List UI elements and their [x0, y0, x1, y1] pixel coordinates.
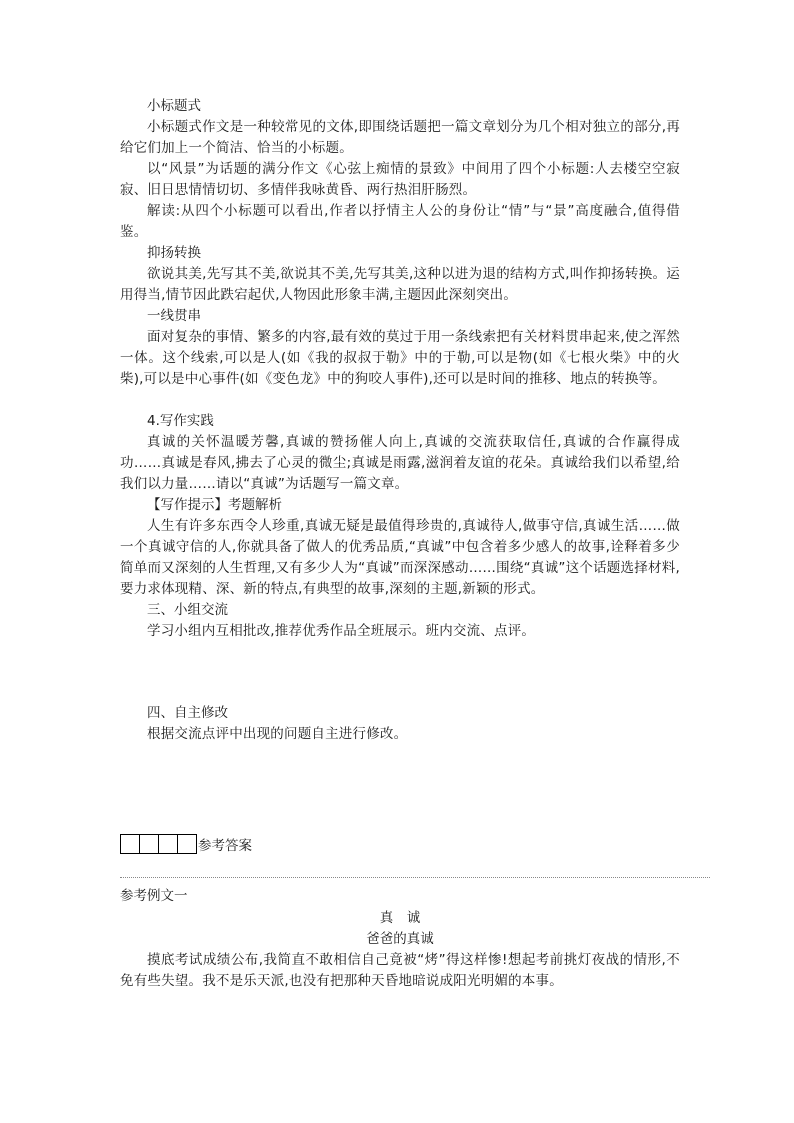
paragraph: 解读:从四个小标题可以看出,作者以抒情主人公的身份让“情”与“景”高度融合,值得借鉴。: [120, 203, 680, 240]
paragraph: 根据交流点评中出现的问题自主进行修改。: [147, 726, 408, 742]
paragraph: 欲说其美,先写其不美,欲说其不美,先写其美,这种以进为退的结构方式,叫作抑扬转换。运用得当,情节因此跌宕起伏,人物因此形象丰满,主题因此深刻突出。: [120, 266, 680, 303]
essay-subtitle: 爸爸的真诚: [366, 931, 434, 947]
square-box: [177, 834, 197, 854]
heading-writing-tip: 【写作提示】考题解析: [147, 497, 282, 513]
paragraph: 学习小组内互相批改,推荐优秀作品全班展示。班内交流、点评。: [147, 623, 536, 639]
square-box: [120, 834, 139, 854]
square-box: [158, 834, 177, 854]
answer-label: 参考答案: [198, 838, 252, 854]
paragraph: 人生有许多东西令人珍重,真诚无疑是最值得珍贵的,真诚待人,做事守信,真诚生活……做一个真诚守信的人,你就具备了做人的优秀品质,“真诚”中包含着多少感人的故事,诠释着多少简单而又深刻的人生哲理,又有多少人为“真诚”而深深感动……围绕“真诚”这个话题选择材料,要力求体现精、深、新的特点,有典型的故事,深刻的主题,新颖的形式。: [120, 518, 680, 597]
paragraph: 真诚的关怀温暖芳馨,真诚的赞扬催人向上,真诚的交流获取信任,真诚的合作赢得成功……真诚是春风,拂去了心灵的微尘;真诚是雨露,滋润着友谊的花朵。真诚给我们以希望,给我们以力量……请以“真诚”为话题写一篇文章。: [120, 434, 680, 492]
heading-thread: 一线贯串: [147, 308, 201, 324]
paragraph: 摸底考试成绩公布,我简直不敢相信自己竟被“烤”得这样惨!想起考前挑灯夜战的情形,不免有些失望。我不是乐天派,也没有把那种天昏地暗说成阳光明媚的本事。: [120, 952, 680, 989]
answer-header: [120, 834, 252, 854]
heading-self-revise: 四、自主修改: [147, 705, 228, 721]
paragraph: 以“风景”为话题的满分作文《心弦上痴情的景致》中间用了四个小标题:人去楼空空寂寂、旧日思情情切切、多情伴我咏黄昏、两行热泪肝肠烈。: [120, 161, 680, 198]
heading-small-title: 小标题式: [147, 98, 201, 114]
square-box: [139, 834, 158, 854]
paragraph: 小标题式作文是一种较常见的文体,即围绕话题把一篇文章划分为几个相对独立的部分,再给它们加上一个简洁、恰当的小标题。: [120, 119, 680, 156]
essay-title: 真 诚: [379, 910, 421, 926]
example-label: 参考例文一: [120, 888, 188, 904]
heading-practice: 4.写作实践: [147, 413, 214, 429]
heading-contrast: 抑扬转换: [147, 245, 201, 261]
dotted-divider: [120, 877, 710, 878]
heading-group-exchange: 三、小组交流: [147, 602, 228, 618]
paragraph: 面对复杂的事情、繁多的内容,最有效的莫过于用一条线索把有关材料贯串起来,使之浑然一体。这个线索,可以是人(如《我的叔叔于勒》中的于勒,可以是物(如《七根火柴》中的火柴),可以是中心事件(如《变色龙》中的狗咬人事件),还可以是时间的推移、地点的转换等。: [120, 329, 680, 387]
